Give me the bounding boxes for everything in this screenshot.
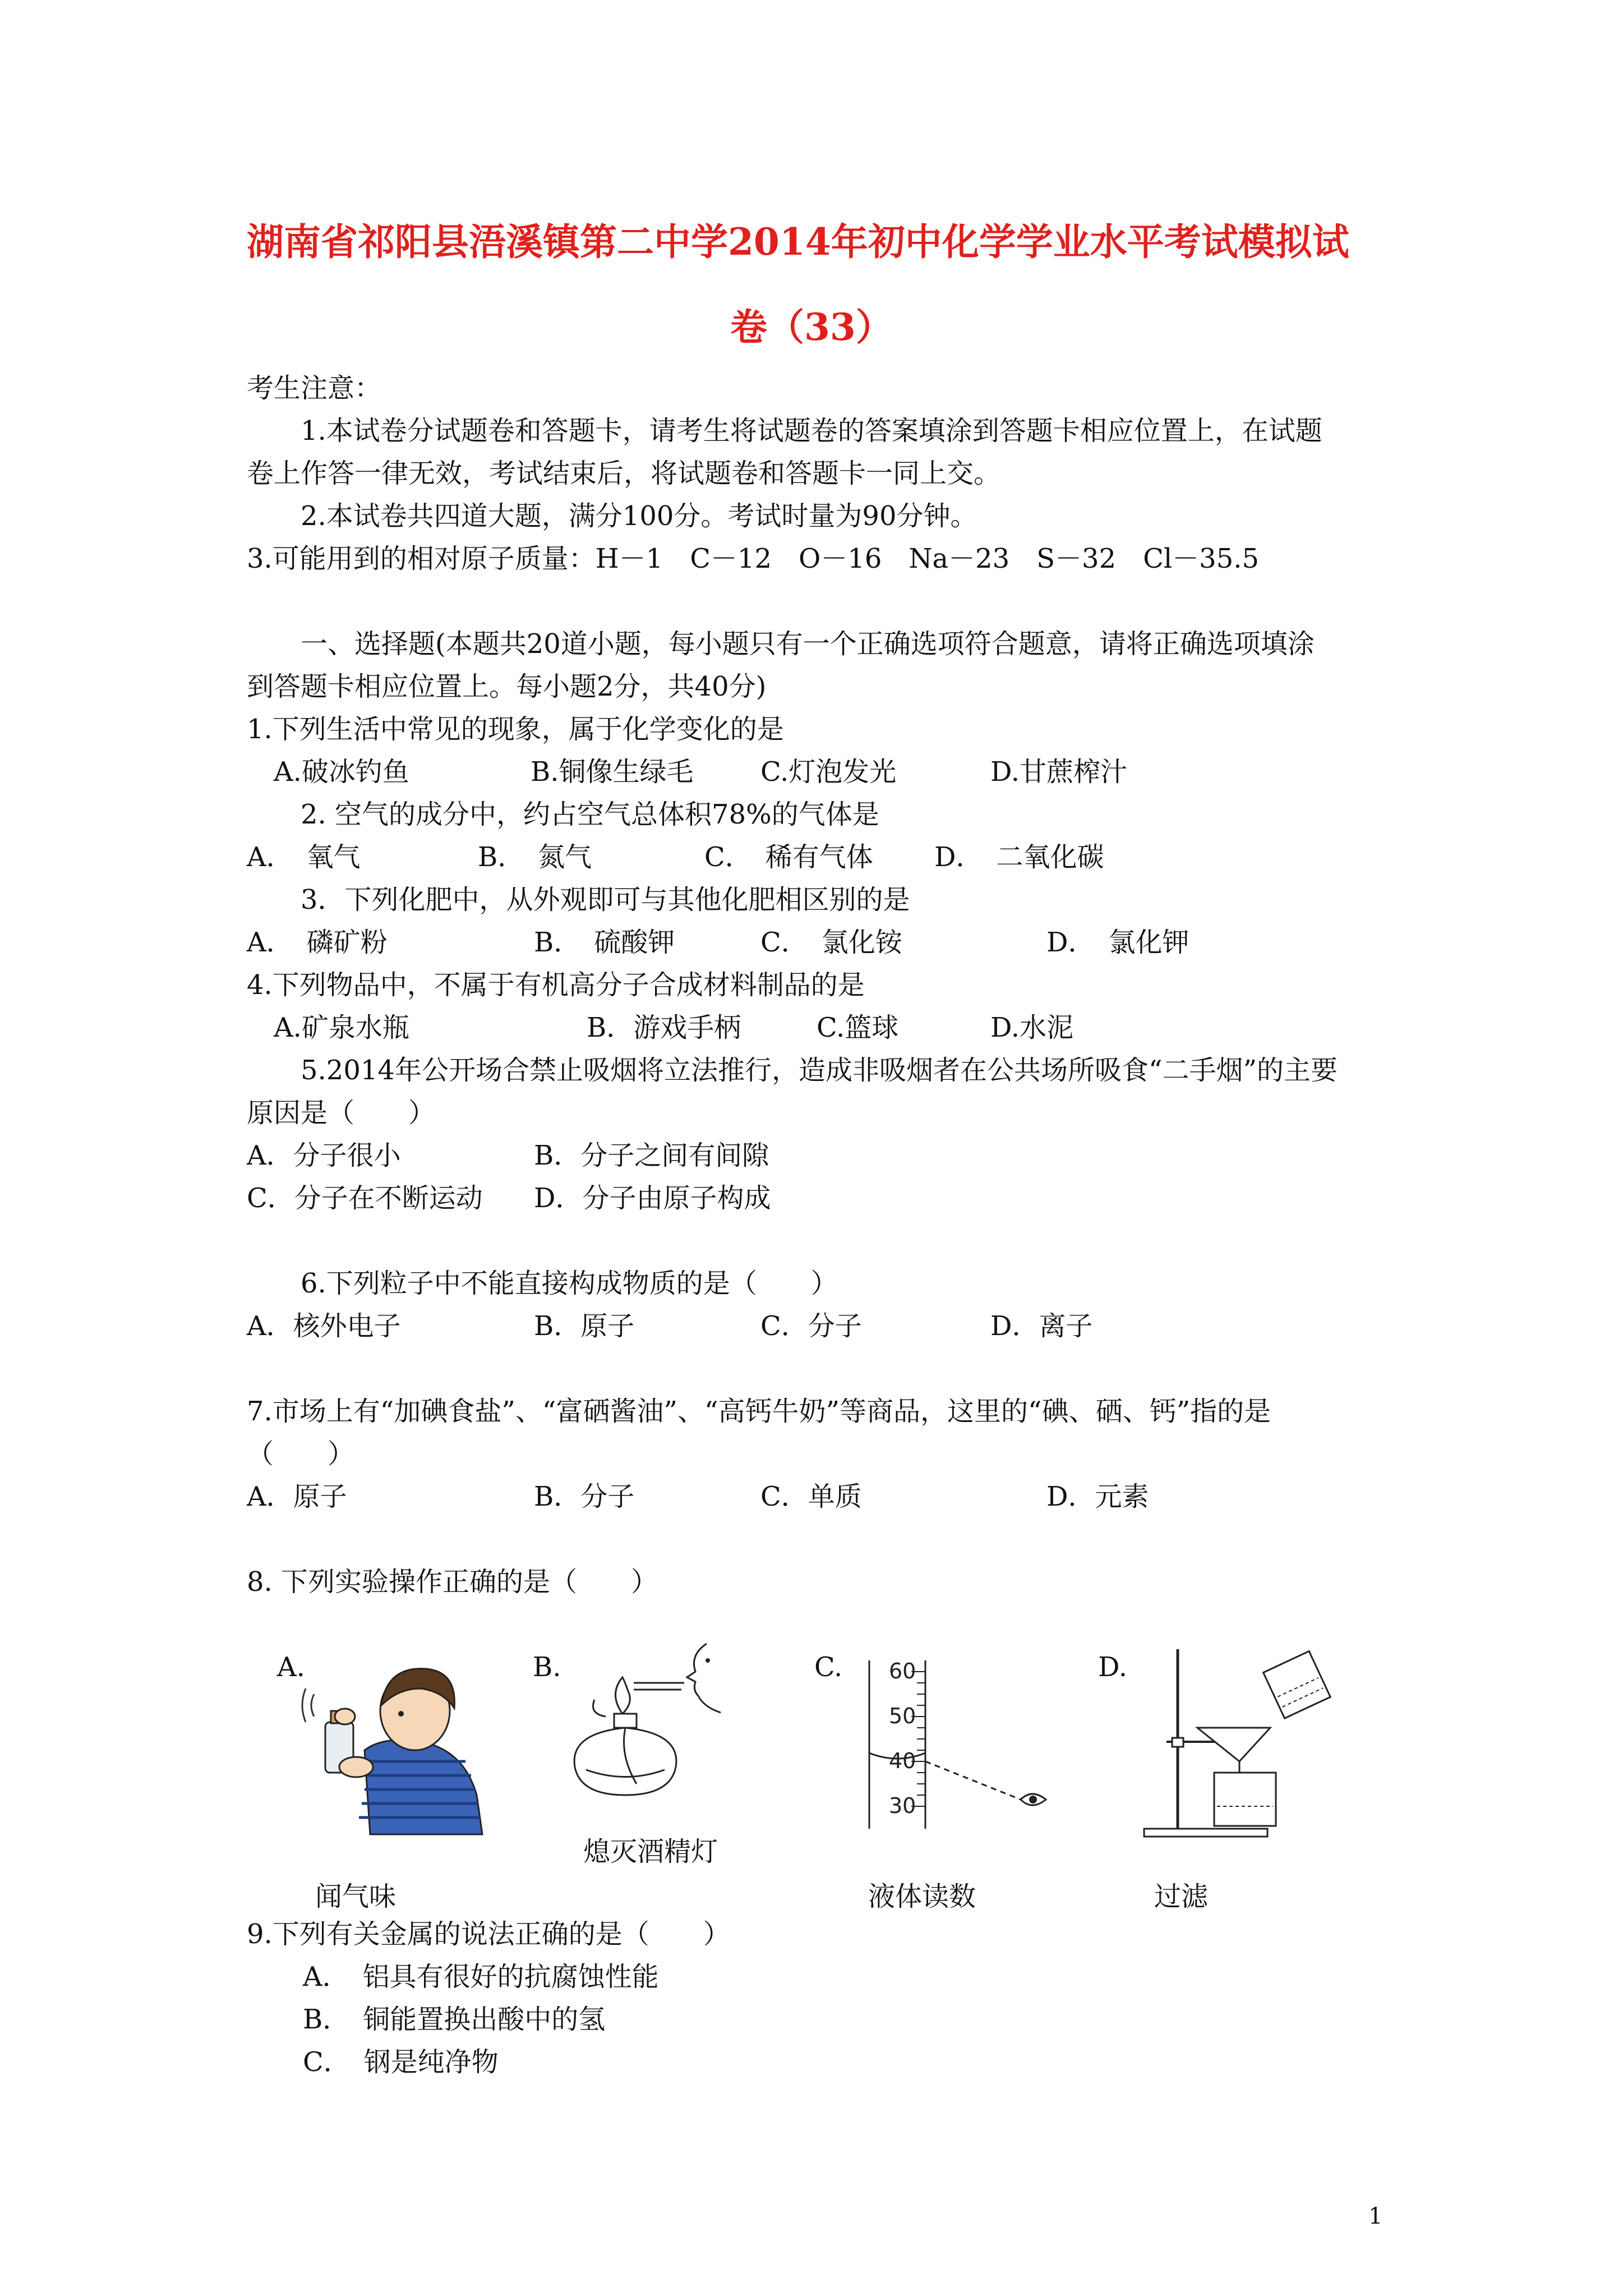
q3-stem: 3．下列化肥中，从外观即可与其他化肥相区别的是 [301,884,910,915]
q3-option-a: A． 磷矿粉 [247,927,388,958]
q8-figure-alcohol-lamp-illustration [561,1638,751,1806]
q3-option-d: D． 氯化钾 [1046,927,1189,958]
q4-option-c: C.篮球 [817,1012,899,1043]
tick-label-60: 60 [889,1659,916,1683]
page-title-line1: 湖南省祁阳县浯溪镇第二中学2014年初中化学学业水平考试模拟试 [247,220,1349,264]
q9-option-c: C． 钢是纯净物 [303,2046,499,2078]
q7-stem-line2: （ ） [247,1438,355,1470]
notice-heading: 考生注意： [247,372,382,404]
q9-option-a: A． 铝具有很好的抗腐蚀性能 [303,1961,659,1993]
q8-figure-smell-illustration [297,1655,488,1840]
q3-option-b: B． 硫酸钾 [534,927,675,958]
q4-option-d: D.水泥 [990,1012,1074,1043]
q8-caption-d: 过滤 [1154,1881,1209,1912]
q5-option-c: C．分子在不断运动 [247,1182,483,1214]
q6-stem: 6.下列粒子中不能直接构成物质的是（ ） [301,1268,838,1299]
q1-option-a: A.破冰钓鱼 [274,756,409,788]
q2-option-d: D． 二氧化碳 [934,841,1104,873]
notice-item3: 3.可能用到的相对原子质量：H－1 C－12 O－16 Na－23 S－32 Cl－35.5 [247,543,1260,574]
notice-item2: 2.本试卷共四道大题，满分100分。考试时量为90分钟。 [301,500,978,532]
q4-option-a: A.矿泉水瓶 [274,1012,409,1043]
q8-figure-cylinder-illustration [858,1649,1071,1834]
q2-option-b: B． 氮气 [478,841,592,873]
notice-item1-line2: 卷上作答一律无效，考试结束后，将试题卷和答题卡一同上交。 [247,458,1001,489]
q1-option-d: D.甘蔗榨汁 [990,756,1128,788]
q9-stem: 9.下列有关金属的说法正确的是（ ） [247,1918,730,1950]
q8-stem: 8. 下列实验操作正确的是（ ） [247,1566,658,1598]
q7-option-a: A．原子 [247,1481,347,1512]
q4-option-b: B．游戏手柄 [587,1012,741,1043]
q2-option-a: A． 氧气 [247,841,361,873]
tick-label-30: 30 [889,1793,916,1818]
q8-label-a: A. [277,1651,305,1683]
q5-option-a: A．分子很小 [247,1140,401,1171]
q1-option-c: C.灯泡发光 [760,756,897,788]
q6-option-c: C．分子 [760,1310,862,1342]
q6-option-b: B．原子 [534,1310,635,1342]
tick-label-50: 50 [889,1704,916,1728]
q8-label-d: D. [1098,1651,1128,1683]
q8-label-b: B. [533,1651,561,1683]
q2-option-c: C． 稀有气体 [704,841,873,873]
page-title-line2: 卷（33） [730,305,893,349]
q7-option-d: D．元素 [1046,1481,1149,1512]
q5-stem-line1: 5.2014年公开场合禁止吸烟将立法推行，造成非吸烟者在公共场所吸食“二手烟”的主要 [301,1055,1338,1086]
q8-caption-a: 闻气味 [315,1881,396,1912]
section1-line1: 一、选择题(本题共20道小题，每小题只有一个正确选项符合题意，请将正确选项填涂 [301,628,1315,660]
q8-caption-c: 液体读数 [868,1881,976,1912]
q8-caption-b: 熄灭酒精灯 [583,1836,718,1867]
q8-label-c: C. [814,1651,843,1683]
q9-option-b: B． 铜能置换出酸中的氢 [303,2004,606,2035]
page-number: 1 [1368,2203,1383,2229]
section1-line2: 到答题卡相应位置上。每小题2分，共40分) [247,671,767,702]
q6-option-d: D．离子 [990,1310,1093,1342]
q7-stem-line1: 7.市场上有“加碘食盐”、“富硒酱油”、“高钙牛奶”等商品，这里的“碘、硒、钙”指的是 [247,1396,1271,1427]
q5-stem-line2: 原因是（ ） [247,1097,436,1129]
q3-option-c: C． 氯化铵 [760,927,902,958]
q5-option-b: B．分子之间有间隙 [534,1140,769,1171]
tick-label-40: 40 [889,1749,916,1773]
q7-option-c: C．单质 [760,1481,862,1512]
notice-item1-line1: 1.本试卷分试题卷和答题卡，请考生将试题卷的答案填涂到答题卡相应位置上，在试题 [301,415,1322,447]
q8-figure-filtration-illustration [1133,1638,1346,1846]
q6-option-a: A．核外电子 [247,1310,401,1342]
q7-option-b: B．分子 [534,1481,635,1512]
q1-stem: 1.下列生活中常见的现象，属于化学变化的是 [247,714,784,745]
q5-option-d: D．分子由原子构成 [534,1182,771,1214]
q2-stem: 2. 空气的成分中，约占空气总体积78%的气体是 [301,799,879,830]
q4-stem: 4.下列物品中，不属于有机高分子合成材料制品的是 [247,969,865,1001]
q1-option-b: B.铜像生绿毛 [531,756,694,788]
